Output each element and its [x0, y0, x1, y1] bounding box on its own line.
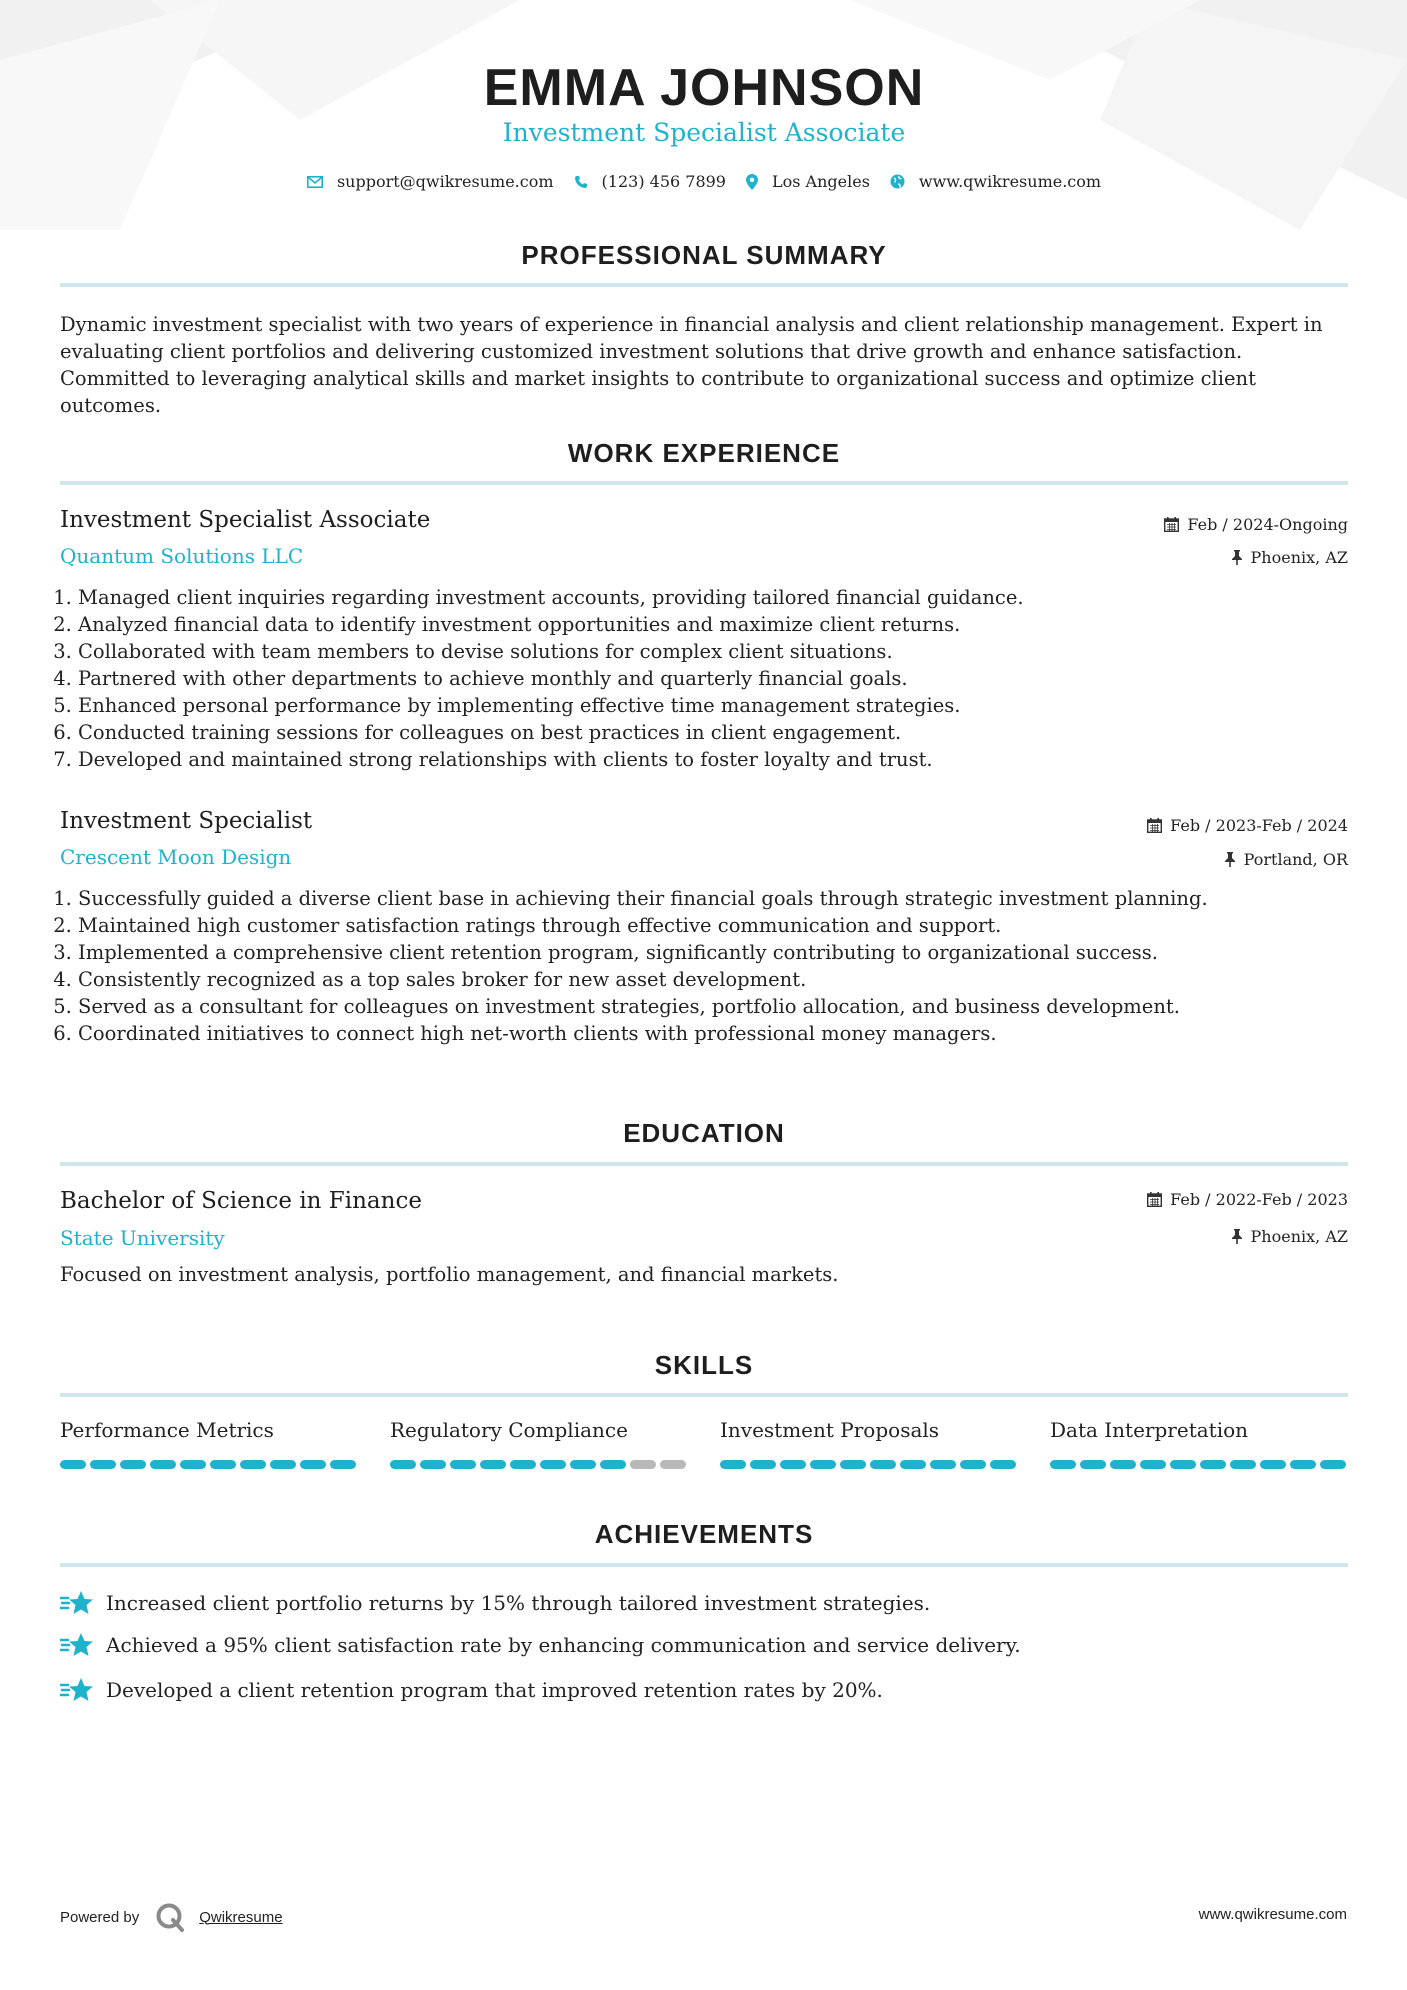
candidate-title: Investment Specialist Associate [502, 118, 906, 147]
job-location [1224, 850, 1348, 869]
skill-segment-filled [1050, 1460, 1076, 1469]
skill-segment-filled [390, 1460, 416, 1469]
calendar-icon [1164, 517, 1179, 532]
skills-heading: SKILLS [654, 1350, 754, 1380]
skill-segment-filled [1110, 1460, 1136, 1469]
skill-segment-filled [750, 1460, 776, 1469]
contact-website-text: www.qwikresume.com [918, 172, 1102, 191]
skill-segment-filled [90, 1460, 116, 1469]
skill-name: Data Interpretation [1050, 1418, 1249, 1442]
list-item: 6. Conducted training sessions for colleagues on best practices in client engagement. [78, 719, 1348, 746]
skill-segment-filled [930, 1460, 956, 1469]
footer-powered-by [60, 1902, 283, 1932]
achievement-text: Developed a client retention program that improved retention rates by 20%. [106, 1678, 883, 1702]
degree-title: Bachelor of Science in Finance [60, 1188, 422, 1214]
envelope-icon [307, 176, 323, 188]
skill-segment-filled [780, 1460, 806, 1469]
skill-segment-filled [1260, 1460, 1286, 1469]
pushpin-icon [1224, 852, 1236, 867]
skill-segment-filled [60, 1460, 86, 1469]
pushpin-icon [1231, 1229, 1243, 1244]
list-item: 4. Consistently recognized as a top sales broker for new asset development. [78, 966, 1348, 993]
skill-segment-filled [1230, 1460, 1256, 1469]
list-item: 1. Managed client inquiries regarding investment accounts, providing tailored financial guidance. [78, 584, 1348, 611]
skill-item [1050, 1418, 1350, 1469]
skill-name: Regulatory Compliance [390, 1418, 628, 1442]
skill-segment-filled [270, 1460, 296, 1469]
calendar-icon [1147, 818, 1162, 833]
skill-segment-filled [720, 1460, 746, 1469]
skill-item [720, 1418, 1020, 1469]
list-item: 2. Maintained high customer satisfaction ratings through effective communication and support. [78, 912, 1348, 939]
contact-phone[interactable] [574, 172, 726, 191]
skill-level-bar [60, 1460, 360, 1469]
pushpin-icon [1231, 550, 1243, 565]
job-title: Investment Specialist [60, 808, 313, 834]
summary-text: Dynamic investment specialist with two years of experience in financial analysis and client relationship management. Expert in evaluating client portfolios and delivering customized investment solutions that drive growth and enhance satisfaction. Committed to leveraging analytical skills and market insights to contribute to organizational success and optimize client outcomes. [60, 313, 1323, 417]
summary-divider [60, 283, 1348, 287]
skill-item [60, 1418, 360, 1469]
skill-segment-filled [840, 1460, 866, 1469]
achievement-text: Increased client portfolio returns by 15% through tailored investment strategies. [106, 1591, 931, 1615]
job-dates [1164, 515, 1348, 534]
list-item: 5. Served as a consultant for colleagues on investment strategies, portfolio allocation, and business development. [78, 993, 1348, 1020]
education-dates [1147, 1190, 1348, 1209]
powered-by-label: Powered by [60, 1908, 140, 1926]
phone-icon [574, 175, 588, 189]
list-item: 7. Developed and maintained strong relationships with clients to foster loyalty and trust. [78, 746, 1348, 773]
skill-segment-filled [180, 1460, 206, 1469]
skill-segment-filled [240, 1460, 266, 1469]
job-company: Quantum Solutions LLC [60, 544, 304, 568]
brand-link[interactable]: Qwikresume [199, 1908, 283, 1926]
experience-heading: WORK EXPERIENCE [567, 438, 841, 468]
skill-segment-filled [570, 1460, 596, 1469]
footer-website[interactable]: www.qwikresume.com [1198, 1906, 1347, 1923]
skill-segment-filled [450, 1460, 476, 1469]
contact-location [746, 172, 870, 191]
contact-phone-text: (123) 456 7899 [601, 172, 726, 191]
skill-segment-filled [900, 1460, 926, 1469]
list-item: 4. Partnered with other departments to achieve monthly and quarterly financial goals. [78, 665, 1348, 692]
globe-icon [890, 174, 905, 189]
list-item: 5. Enhanced personal performance by implementing effective time management strategies. [78, 692, 1348, 719]
skill-segment-empty [630, 1460, 656, 1469]
job-company: Crescent Moon Design [60, 845, 292, 869]
job-location-text: Phoenix, AZ [1250, 548, 1348, 567]
achievement-text: Achieved a 95% client satisfaction rate by enhancing communication and service delivery. [106, 1633, 1021, 1657]
education-location [1231, 1227, 1348, 1246]
list-item: 3. Collaborated with team members to devise solutions for complex client situations. [78, 638, 1348, 665]
summary-heading: PROFESSIONAL SUMMARY [521, 240, 887, 270]
skill-segment-filled [120, 1460, 146, 1469]
education-description: Focused on investment analysis, portfolio management, and financial markets. [60, 1263, 839, 1286]
skill-segment-filled [210, 1460, 236, 1469]
job-dates-text: Feb / 2024-Ongoing [1187, 515, 1348, 534]
skill-segment-filled [150, 1460, 176, 1469]
skill-segment-filled [990, 1460, 1016, 1469]
contact-email-text: support@qwikresume.com [336, 172, 554, 191]
skill-level-bar [720, 1460, 1020, 1469]
job-dates-text: Feb / 2023-Feb / 2024 [1170, 816, 1348, 835]
achievement-item [60, 1677, 883, 1703]
skill-level-bar [1050, 1460, 1350, 1469]
calendar-icon [1147, 1192, 1162, 1207]
job-bullets [60, 584, 1348, 773]
job-location-text: Portland, OR [1243, 850, 1348, 869]
achievements-heading: ACHIEVEMENTS [594, 1519, 814, 1549]
skill-segment-filled [870, 1460, 896, 1469]
skill-segment-filled [1080, 1460, 1106, 1469]
star-icon [60, 1677, 94, 1703]
star-icon [60, 1590, 94, 1616]
education-divider [60, 1162, 1348, 1166]
skill-segment-filled [1200, 1460, 1226, 1469]
star-icon [60, 1632, 94, 1658]
achievement-item [60, 1590, 930, 1616]
list-item: 1. Successfully guided a diverse client base in achieving their financial goals through strategic investment planning. [78, 885, 1348, 912]
experience-divider [60, 481, 1348, 485]
skill-segment-filled [540, 1460, 566, 1469]
skill-segment-filled [1290, 1460, 1316, 1469]
qwikresume-logo-icon [155, 1902, 185, 1932]
achievements-divider [60, 1563, 1348, 1567]
skill-name: Performance Metrics [60, 1418, 274, 1442]
education-location-text: Phoenix, AZ [1250, 1227, 1348, 1246]
skill-segment-filled [420, 1460, 446, 1469]
skill-segment-filled [1140, 1460, 1166, 1469]
contact-bar [60, 172, 1348, 191]
skill-segment-empty [660, 1460, 686, 1469]
job-location [1231, 548, 1348, 567]
candidate-name: EMMA JOHNSON [483, 59, 925, 117]
skills-divider [60, 1393, 1348, 1397]
contact-email[interactable] [307, 172, 554, 191]
skill-segment-filled [480, 1460, 506, 1469]
skill-segment-filled [600, 1460, 626, 1469]
list-item: 6. Coordinated initiatives to connect high net-worth clients with professional money managers. [78, 1020, 1348, 1047]
contact-website[interactable] [890, 172, 1101, 191]
skill-level-bar [390, 1460, 690, 1469]
skill-segment-filled [300, 1460, 326, 1469]
skill-segment-filled [1320, 1460, 1346, 1469]
list-item: 3. Implemented a comprehensive client retention program, significantly contributing to organizational success. [78, 939, 1348, 966]
skill-segment-filled [960, 1460, 986, 1469]
skill-name: Investment Proposals [720, 1418, 940, 1442]
skill-segment-filled [810, 1460, 836, 1469]
list-item: 2. Analyzed financial data to identify investment opportunities and maximize client returns. [78, 611, 1348, 638]
achievement-item [60, 1632, 1021, 1658]
contact-location-text: Los Angeles [771, 172, 870, 191]
skill-segment-filled [510, 1460, 536, 1469]
job-bullets [60, 885, 1348, 1047]
skill-segment-filled [330, 1460, 356, 1469]
skill-segment-filled [1170, 1460, 1196, 1469]
job-dates [1147, 816, 1348, 835]
education-dates-text: Feb / 2022-Feb / 2023 [1170, 1190, 1348, 1209]
job-title: Investment Specialist Associate [60, 507, 431, 533]
skill-item [390, 1418, 690, 1469]
school-name: State University [60, 1226, 225, 1250]
map-pin-icon [746, 174, 758, 190]
education-heading: EDUCATION [623, 1118, 785, 1148]
